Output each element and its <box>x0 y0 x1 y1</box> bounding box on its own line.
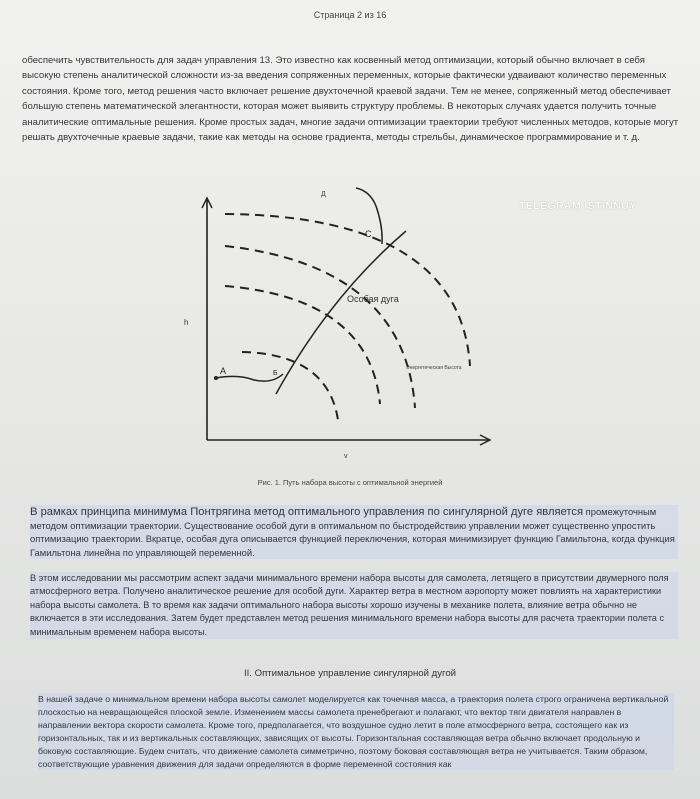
point-b-label: Б <box>273 370 278 377</box>
singular-arc-line <box>276 231 406 394</box>
x-axis-label: v <box>344 453 348 460</box>
section-title: II. Оптимальное управление сингулярной дугой <box>243 668 457 679</box>
intro-paragraph: обеспечить чувствительность для задач управления 13. Это известно как косвенный метод оптимизации, который обычно включает в себя высокую степень аналитической сложности из-за введения сопряженных переменных, которые фактически удваивают количество переменных состояния. Кроме того, метод решения часто включает решение двухточечной краевой задачи. Тем не менее, сопряженный метод обеспечивает большую степень математической элегантности, которая может выявить структуру проблемы. В некоторых случаях удается получить точные аналитические оптимальные решения. Кроме простых задач, многие задачи оптимизации траектории требуют численных методов, которые могут решать двухточечные краевые задачи, такие как методы на основе градиента, методы стрельбы, динамическое программирование и т. д. <box>22 55 679 144</box>
telegram-watermark: TELEGRAM ISTINNUY <box>519 200 637 212</box>
pontryagin-paragraph-body: промежуточным методом оптимизации траектории. Существование особой дуги в оптимальном по быстродействию управлении может существенно упростить оптимизацию траектории. Вкратце, особая дуга описывается функцией переключения, которая минимизирует функцию Гамильтона, когда функция Гамильтона линейна по управляющей переменной. <box>30 506 675 558</box>
singular-arc-label: Особая дуга <box>347 294 399 304</box>
point-d-label: Д <box>321 191 326 198</box>
point-a-marker <box>214 376 218 380</box>
study-paragraph: В этом исследовании мы рассмотрим аспект задачи минимального времени набора высоты для самолета, летящего в присутствии двумерного поля атмосферного ветра. Получено аналитическое решение для особой дуги. Характер ветра в местном аэропорту может повлиять на характеристики набора высоты самолета. В то время как задачи оптимального набора высоты хорошо изучены в механике полета, влияние ветра обычно не включается в эти исследования. Затем будет представлен метод решения минимального времени набора высоты для расчета траектории полета с минимальным временем набора высоты. <box>30 572 678 639</box>
energy-climb-figure <box>180 186 510 476</box>
energy-height-label: Энергетическая Высота <box>406 365 462 371</box>
energy-height-curve-middle <box>225 246 415 408</box>
point-a-label: A <box>220 366 227 376</box>
energy-height-curve-small <box>242 352 338 420</box>
page-number-header: Страница 2 из 16 <box>313 10 387 20</box>
pontryagin-paragraph-lead: В рамках принципа минимума Понтрягина метод оптимального управления по сингулярной дуге является <box>30 506 584 518</box>
point-c-label: C <box>365 229 372 239</box>
problem-paragraph: В нашей задаче о минимальном времени набора высоты самолет моделируется как точечная масса, а траектория полета строго ограничена вертикальной плоскостью на невращающейся плоской земле. Изменением массы самолета пренебрегают и полагают, что вектор тяги двигателя направлен в направлении вектора скорости самолета. Кроме того, предполагается, что воздушное судно летит в поле атмосферного ветра, состоящего как из горизонтальных, так и из вертикальных составляющих, зависящих от высоты. Горизонтальная составляющая ветра обычно включает продольную и боковую составляющие. Будем считать, что движение самолета симметрично, поэтому боковая составляющая ветра не учитывается. Таким образом, соответствующие уравнения движения для задачи определяются в форме переменной состояния как <box>38 693 674 770</box>
pontryagin-paragraph <box>30 505 678 559</box>
y-axis-label: h <box>184 318 189 327</box>
figure-caption: Рис. 1. Путь набора высоты с оптимальной энергией <box>257 478 443 487</box>
